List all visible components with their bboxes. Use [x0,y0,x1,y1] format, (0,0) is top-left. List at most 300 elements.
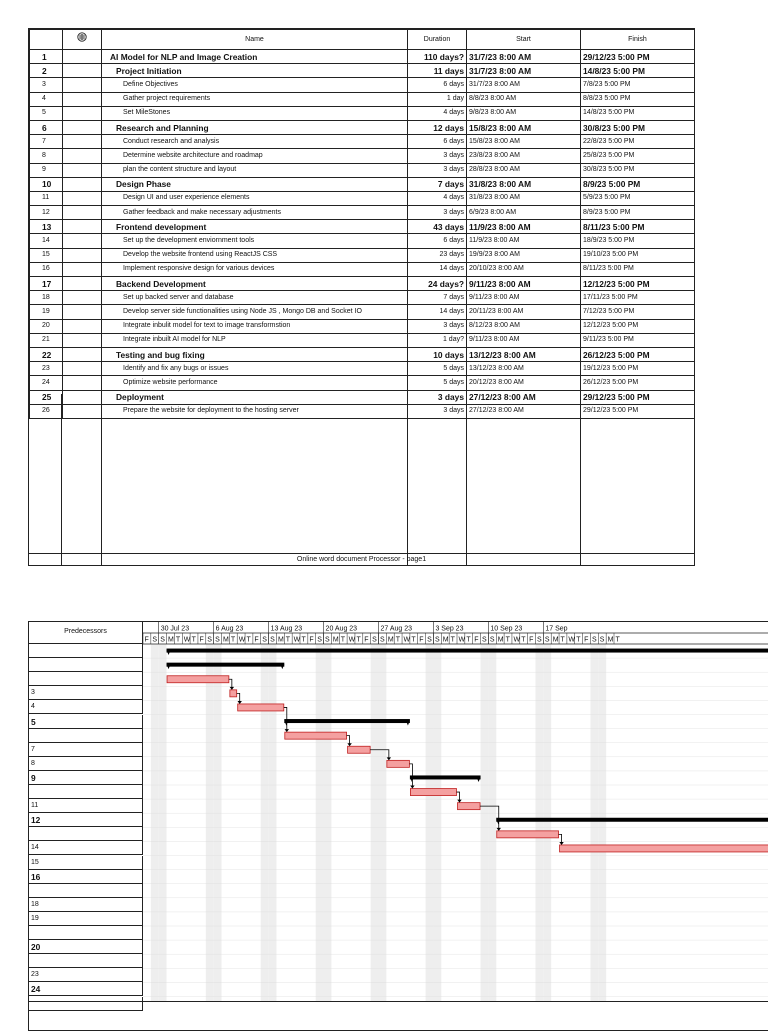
task-name: Frontend development [102,220,408,234]
info-icon [77,32,87,42]
task-finish: 18/9/23 5:00 PM [581,234,695,248]
day-letter: F [474,636,479,644]
task-bar [238,704,284,711]
day-letter: S [317,636,322,644]
predecessor-cell: 24 [29,982,143,996]
day-letter: F [309,636,314,644]
day-letter: M [442,636,449,644]
task-start: 23/8/23 8:00 AM [467,149,581,163]
task-bar [348,746,371,753]
summary-bar-end [477,777,481,782]
task-indicator [63,64,102,78]
day-letter: M [332,636,339,644]
task-duration: 110 days? [408,50,467,64]
task-id: 17 [30,277,63,291]
task-finish: 9/11/23 5:00 PM [581,333,695,347]
divider [580,394,581,565]
table-row [30,277,695,291]
task-finish: 22/8/23 5:00 PM [581,135,695,149]
task-finish: 30/8/23 5:00 PM [581,120,695,134]
day-letter: S [372,636,377,644]
day-letter: M [607,636,614,644]
day-letter: S [325,636,330,644]
task-indicator [63,277,102,291]
task-name: Optimize website performance [102,376,408,390]
task-sheet [28,28,695,566]
task-indicator [63,248,102,262]
task-indicator [63,333,102,347]
task-finish: 26/12/23 5:00 PM [581,347,695,361]
task-finish: 29/12/23 5:00 PM [581,404,695,418]
task-finish: 8/9/23 5:00 PM [581,206,695,220]
day-letter: M [223,636,229,644]
task-id: 24 [30,376,63,390]
task-finish: 29/12/23 5:00 PM [581,50,695,64]
header-start: Start [467,30,581,50]
gantt-sheet [28,621,768,1031]
day-letter: W [348,636,356,644]
weekend-shade [371,644,379,1001]
weekend-shade [214,644,222,1001]
task-finish: 19/10/23 5:00 PM [581,248,695,262]
week-label: 20 Aug 23 [325,625,358,633]
task-bar [167,676,229,683]
task-id: 22 [30,347,63,361]
header-duration: Duration [408,30,467,50]
task-id: 19 [30,305,63,319]
day-letter: S [489,636,495,644]
task-indicator [63,191,102,205]
weekend-shade [488,644,496,1001]
task-id: 4 [30,92,63,106]
task-id: 13 [30,220,63,234]
weekend-shade [481,644,489,1001]
day-letter: W [238,636,246,644]
task-duration: 7 days [408,291,467,305]
day-letter: T [285,636,291,644]
header-name: Name [102,30,408,50]
task-name: plan the content structure and layout [102,163,408,177]
task-duration: 14 days [408,262,467,276]
task-start: 11/9/23 8:00 AM [467,220,581,234]
dependency-arrow [457,800,461,803]
task-finish: 17/11/23 5:00 PM [581,291,695,305]
task-indicator [63,234,102,248]
gantt-chart [143,622,768,1001]
task-id: 9 [30,163,63,177]
day-letter: T [576,636,581,644]
task-indicator [63,206,102,220]
predecessor-cell: 4 [29,700,143,714]
table-row [30,248,695,262]
task-finish: 7/8/23 5:00 PM [581,78,695,92]
task-duration: 1 day [408,92,467,106]
task-duration: 6 days [408,135,467,149]
task-indicator [63,220,102,234]
task-start: 11/9/23 8:00 AM [467,234,581,248]
task-duration: 4 days [408,106,467,120]
divider [466,394,467,565]
predecessor-cell [29,954,143,968]
task-indicator [63,149,102,163]
task-indicator [63,347,102,361]
task-duration: 3 days [408,149,467,163]
dependency-arrow [387,757,391,760]
task-start: 9/11/23 8:00 AM [467,333,581,347]
task-finish: 19/12/23 5:00 PM [581,362,695,376]
task-finish: 8/11/23 5:00 PM [581,262,695,276]
table-row [30,404,695,418]
day-letter: T [301,636,306,644]
table-row [30,50,695,64]
summary-bar [167,649,768,653]
task-indicator [63,78,102,92]
predecessor-cell [29,926,143,940]
task-start: 8/8/23 8:00 AM [467,92,581,106]
predecessor-cell: 3 [29,686,143,700]
predecessor-cell: 12 [29,813,143,827]
task-start: 9/8/23 8:00 AM [467,106,581,120]
day-letter: S [262,636,267,644]
weekend-shade [590,644,598,1001]
task-start: 20/11/23 8:00 AM [467,305,581,319]
task-duration: 1 day? [408,333,467,347]
week-label: 10 Sep 23 [490,625,523,633]
task-name: Gather feedback and make necessary adjustments [102,206,408,220]
task-finish: 7/12/23 5:00 PM [581,305,695,319]
task-name: Set MileStones [102,106,408,120]
task-id: 2 [30,64,63,78]
task-finish: 26/12/23 5:00 PM [581,376,695,390]
weekend-shade [316,644,324,1001]
day-letter: W [458,636,466,644]
table-row [30,206,695,220]
weekend-shade [433,644,441,1001]
task-name: Develop server side functionalities using Node JS , Mongo DB and Socket IO [102,305,408,319]
day-letter: S [207,636,212,644]
task-id: 10 [30,177,63,191]
task-duration: 10 days [408,347,467,361]
task-finish: 12/12/23 5:00 PM [581,277,695,291]
task-name: Project Initiation [102,64,408,78]
day-letter: S [215,636,220,644]
task-duration: 11 days [408,64,467,78]
task-start: 15/8/23 8:00 AM [467,135,581,149]
day-letter: T [521,636,526,644]
task-id: 15 [30,248,63,262]
task-finish: 12/12/23 5:00 PM [581,319,695,333]
task-name: Implement responsive design for various devices [102,262,408,276]
task-indicator [63,362,102,376]
task-indicator [63,106,102,120]
divider [29,1001,768,1002]
day-letter: F [419,636,424,644]
predecessor-cell: 23 [29,968,143,982]
task-name: Prepare the website for deployment to the hosting server [102,404,408,418]
table-row [30,262,695,276]
day-letter: T [395,636,400,644]
predecessor-cell: 16 [29,870,143,884]
task-id: 21 [30,333,63,347]
task-indicator [63,50,102,64]
week-label: 17 Sep [545,625,568,633]
task-id: 14 [30,234,63,248]
table-header-row [30,30,695,50]
task-finish: 14/8/23 5:00 PM [581,64,695,78]
day-letter: M [277,636,284,644]
task-duration: 23 days [408,248,467,262]
divider [101,394,102,565]
task-finish: 8/9/23 5:00 PM [581,177,695,191]
task-start: 8/12/23 8:00 AM [467,319,581,333]
task-name: Gather project requirements [102,92,408,106]
task-indicator [63,92,102,106]
task-finish: 8/8/23 5:00 PM [581,92,695,106]
day-letter: M [497,636,504,644]
table-row [30,135,695,149]
task-duration: 3 days [408,163,467,177]
task-name: Conduct research and analysis [102,135,408,149]
task-start: 13/12/23 8:00 AM [467,347,581,361]
day-letter: S [160,636,165,644]
day-letter: F [199,636,204,644]
page-footer: Online word document Processor - page1 [29,553,694,565]
predecessor-cell [29,672,143,686]
predecessors-column [29,622,143,1030]
day-letter: S [537,636,542,644]
task-duration: 43 days [408,220,467,234]
task-indicator [63,305,102,319]
summary-bar [284,719,410,723]
dependency-arrow [285,729,289,732]
day-letter: W [293,636,301,644]
task-bar [410,789,456,796]
day-letter: S [152,636,158,644]
table-row [30,220,695,234]
weekend-shade [269,644,277,1001]
task-indicator [63,376,102,390]
task-id: 12 [30,206,63,220]
task-name: Design UI and user experience elements [102,191,408,205]
predecessors-header: Predecessors [29,622,143,644]
predecessor-cell [29,658,143,672]
predecessor-cell: 8 [29,757,143,771]
weekend-shade [261,644,269,1001]
day-letter: T [356,636,361,644]
task-duration: 6 days [408,234,467,248]
table-row [30,390,695,404]
day-letter: T [450,636,455,644]
day-letter: T [230,636,236,644]
task-start: 31/8/23 8:00 AM [467,191,581,205]
task-indicator [63,120,102,134]
weekend-shade [536,644,544,1001]
day-letter: F [254,636,259,644]
weekend-shade [598,644,606,1001]
task-id: 18 [30,291,63,305]
table-row [30,64,695,78]
task-start: 20/10/23 8:00 AM [467,262,581,276]
task-duration: 7 days [408,177,467,191]
task-bar [230,690,237,697]
day-letter: M [168,636,174,644]
task-bar [387,760,410,767]
task-name: Integrate inbuilt AI model for NLP [102,333,408,347]
day-letter: S [427,636,432,644]
task-id: 6 [30,120,63,134]
predecessor-cell [29,785,143,799]
table-row [30,362,695,376]
day-letter: T [411,636,416,644]
predecessor-cell [29,729,143,743]
task-name: Integrate inbulit model for text to image transformstion [102,319,408,333]
task-bar [458,803,481,810]
task-id: 1 [30,50,63,64]
task-start: 31/7/23 8:00 AM [467,50,581,64]
task-id: 11 [30,191,63,205]
task-duration: 4 days [408,191,467,205]
task-name: Set up the development enviornment tools [102,234,408,248]
predecessor-cell [29,997,143,1011]
task-bar [497,831,559,838]
table-row [30,191,695,205]
task-start: 19/9/23 8:00 AM [467,248,581,262]
day-letter: W [513,636,521,644]
task-name: Deployment [102,390,408,404]
task-duration: 3 days [408,390,467,404]
task-duration: 14 days [408,305,467,319]
day-letter: S [482,636,487,644]
predecessor-cell: 15 [29,856,143,870]
summary-bar [410,775,481,779]
task-finish: 14/8/23 5:00 PM [581,106,695,120]
week-label: 3 Sep 23 [435,625,464,633]
predecessor-cell: 11 [29,799,143,813]
task-id: 26 [30,404,63,418]
table-row [30,347,695,361]
table-row [30,333,695,347]
week-label: 27 Aug 23 [380,625,413,633]
task-indicator [63,390,102,404]
summary-bar-end [167,664,171,669]
weekend-shade [324,644,332,1001]
table-row [30,177,695,191]
day-letter: T [505,636,510,644]
predecessor-cell [29,827,143,841]
day-letter: S [591,636,597,644]
day-letter: T [615,636,620,644]
table-row [30,305,695,319]
day-letter: W [403,636,411,644]
task-start: 31/8/23 8:00 AM [467,177,581,191]
divider [407,394,408,565]
task-start: 15/8/23 8:00 AM [467,120,581,134]
weekend-shade [159,644,167,1001]
predecessor-cell: 20 [29,940,143,954]
task-name: AI Model for NLP and Image Creation [102,50,408,64]
weekend-shade [151,644,159,1001]
task-start: 9/11/23 8:00 AM [467,291,581,305]
table-row [30,92,695,106]
task-bar [285,732,347,739]
task-indicator [63,135,102,149]
task-duration: 5 days [408,376,467,390]
task-start: 27/12/23 8:00 AM [467,404,581,418]
task-start: 9/11/23 8:00 AM [467,277,581,291]
day-letter: S [434,636,440,644]
predecessor-cell: 9 [29,771,143,785]
weekend-shade [426,644,434,1001]
task-indicator [63,291,102,305]
task-duration: 3 days [408,319,467,333]
weekend-shade [206,644,214,1001]
task-id: 20 [30,319,63,333]
task-indicator [63,319,102,333]
table-row [30,234,695,248]
task-name: Backend Development [102,277,408,291]
predecessor-cell: 14 [29,841,143,855]
task-name: Testing and bug fixing [102,347,408,361]
day-letter: T [191,636,196,644]
task-start: 31/7/23 8:00 AM [467,78,581,92]
week-label: 30 Jul 23 [160,625,190,633]
day-letter: T [246,636,251,644]
predecessor-cell: 18 [29,898,143,912]
day-letter: S [544,636,550,644]
task-name: Set up backed server and database [102,291,408,305]
day-letter: W [568,636,576,644]
task-name: Determine website architecture and roadmap [102,149,408,163]
summary-bar [496,818,768,822]
task-id: 3 [30,78,63,92]
day-letter: W [183,636,191,644]
week-label: 6 Aug 23 [215,625,244,633]
task-id: 16 [30,262,63,276]
divider [61,394,62,565]
day-letter: T [466,636,471,644]
summary-bar-end [280,664,284,669]
week-label: 13 Aug 23 [270,625,303,633]
task-indicator [63,163,102,177]
summary-bar-end [410,777,414,782]
task-start: 13/12/23 8:00 AM [467,362,581,376]
day-letter: F [364,636,369,644]
task-name: Define Objectives [102,78,408,92]
task-start: 27/12/23 8:00 AM [467,390,581,404]
day-letter: F [584,636,589,644]
task-indicator [63,177,102,191]
task-id: 7 [30,135,63,149]
task-duration: 3 days [408,206,467,220]
table-row [30,376,695,390]
task-duration: 24 days? [408,277,467,291]
dependency-arrow [559,842,563,845]
task-bar [560,845,768,852]
task-indicator [63,404,102,418]
task-id: 25 [30,390,63,404]
task-id: 8 [30,149,63,163]
dependency-arrow [497,828,501,831]
predecessor-cell: 7 [29,743,143,757]
table-row [30,106,695,120]
task-finish: 25/8/23 5:00 PM [581,149,695,163]
table-row [30,291,695,305]
task-start: 6/9/23 8:00 AM [467,206,581,220]
task-name: Design Phase [102,177,408,191]
predecessor-cell [29,644,143,658]
dependency-arrow [347,743,351,746]
table-row [30,120,695,134]
